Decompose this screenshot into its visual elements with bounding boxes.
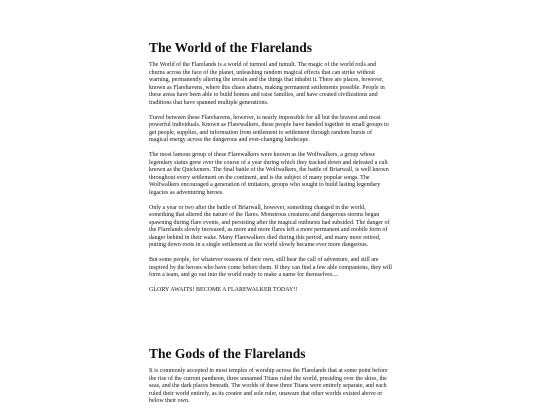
section-body-gods (149, 368, 392, 413)
paragraph: But some people, for whatever reasons of their own, still hear the call of adventure, and still are inspired by the heroes who have come before them. If they can find a few able companions, they will form a team, and go out into the world ready to make a name for themselves.... (149, 257, 392, 279)
section-heading-gods: The Gods of the Flarelands (149, 346, 306, 361)
paragraph: Only a year or two after the battle of Briarwall, however, something changed in the world, something that altered the nature of the flares. Monstrous creatures and dangerous storms began spawning during flare events, and persisting after the magical outbursts had subsided. The danger of the Flarelands slowly increased, as more and more flares left a more permanent and mobile form of danger behind in their wake. Many Flarewalkers died during this period, and many more retired, putting down roots in a single settlement as the world slowly became ever more dangerous. (149, 204, 390, 249)
paragraph: It is commonly accepted in most temples of worship across the Flarelands that at some point before the rise of the current pantheon, three unnamed Titans ruled the world, presiding over the skies, the seas, and the dark places beneath. The worlds of these three Titans were entirely separate, and each ruled their world entirely, as its creator and sole ruler, unaware that other worlds existed above or below their own. (149, 368, 388, 405)
paragraph: The most famous group of these Flarewalkers were known as the Wolfwalkers, a group whose legendary status grew over the course of a year during which they tracked down and defeated a cult known as the Quickeners. The final battle of the Wolfwalkers, the battle of Briarwall, is well known throughout every settlement on the continent, and is the subject of many popular songs. The Wolfwalkers encouraged a generation of imitators, groups who sought to build lasting legendary legacies as adventuring heroes. (149, 151, 389, 196)
section-heading-world: The World of the Flarelands (149, 40, 313, 55)
paragraph: The World of the Flarelands is a world of turmoil and tumult. The magic of the world roils and churns across the face of the planet, unleashing random magical effects that can strike without warning, permanently altering the terrain and the things that inhabit it. There are places, however, known as Flarehavens, where this chaos abates, making permanent settlements possible. People in these areas have been able to build homes and raise families, and have created civilizations and traditions that have spanned multiple generations. (149, 62, 385, 106)
paragraph: Travel between these Flarehavens, however, is nearly impossible for all but the bravest and most powerful individuals. Known as Flarewalkers, these people have banded together in small groups to get people, supplies, and information from settlement to settlement through random bursts of magical energy across the dangerous and ever-changing landscape. (149, 114, 389, 144)
call-to-action: GLORY AWAITS! BECOME A FLAREWALKER TODAY!! (149, 286, 298, 293)
section-body-world (149, 62, 392, 301)
